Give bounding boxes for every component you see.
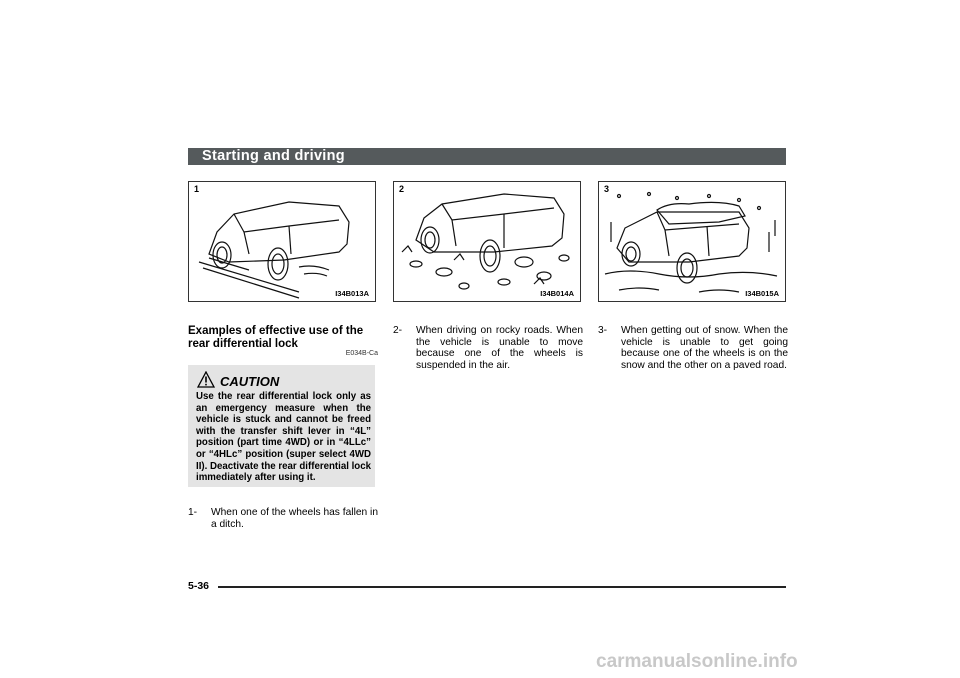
figure-code: I34B015A bbox=[745, 289, 779, 298]
section-title: Examples of effective use of the rear differential lock bbox=[188, 325, 364, 350]
caution-title: CAUTION bbox=[220, 374, 280, 389]
list-item-text: When getting out of snow. When the vehicle is unable to get going because one of the wheels is on the snow and the other on a paved road. bbox=[621, 325, 788, 372]
figure-code: I34B013A bbox=[335, 289, 369, 298]
rocky-road-illustration bbox=[394, 182, 582, 303]
section-header-title: Starting and driving bbox=[202, 148, 345, 164]
figure-1 bbox=[188, 181, 376, 302]
page-number: 5-36 bbox=[188, 580, 210, 592]
caution-box bbox=[188, 365, 375, 487]
list-item-number: 2- bbox=[393, 325, 403, 336]
figure-code: I34B014A bbox=[540, 289, 574, 298]
warning-triangle-icon bbox=[197, 371, 215, 388]
caution-text: Use the rear differential lock only as an emergency measure when the vehicle is stuck and cannot be freed with the transfer shift lever in “4L” position (part time 4WD) or in “4LLc” or “4HLc” position (super select 4WD II). Deactivate the rear differential lock immediately after using it. bbox=[196, 391, 371, 484]
figure-number: 3 bbox=[604, 184, 610, 194]
ditch-illustration bbox=[189, 182, 377, 303]
snow-illustration bbox=[599, 182, 787, 303]
watermark: carmanualsonline.info bbox=[596, 651, 798, 672]
section-code: E034B-Ca bbox=[345, 350, 378, 357]
list-item-number: 1- bbox=[188, 507, 198, 518]
figure-number: 1 bbox=[194, 184, 200, 194]
footer-rule bbox=[218, 586, 786, 588]
list-item-number: 3- bbox=[598, 325, 608, 336]
figure-number: 2 bbox=[399, 184, 405, 194]
figure-3 bbox=[598, 181, 786, 302]
section-header-bar bbox=[188, 148, 786, 165]
list-item-text: When one of the wheels has fallen in a ditch. bbox=[211, 507, 378, 530]
figure-2 bbox=[393, 181, 581, 302]
list-item-text: When driving on rocky roads. When the vehicle is unable to move because one of the wheels is suspended in the air. bbox=[416, 325, 583, 372]
